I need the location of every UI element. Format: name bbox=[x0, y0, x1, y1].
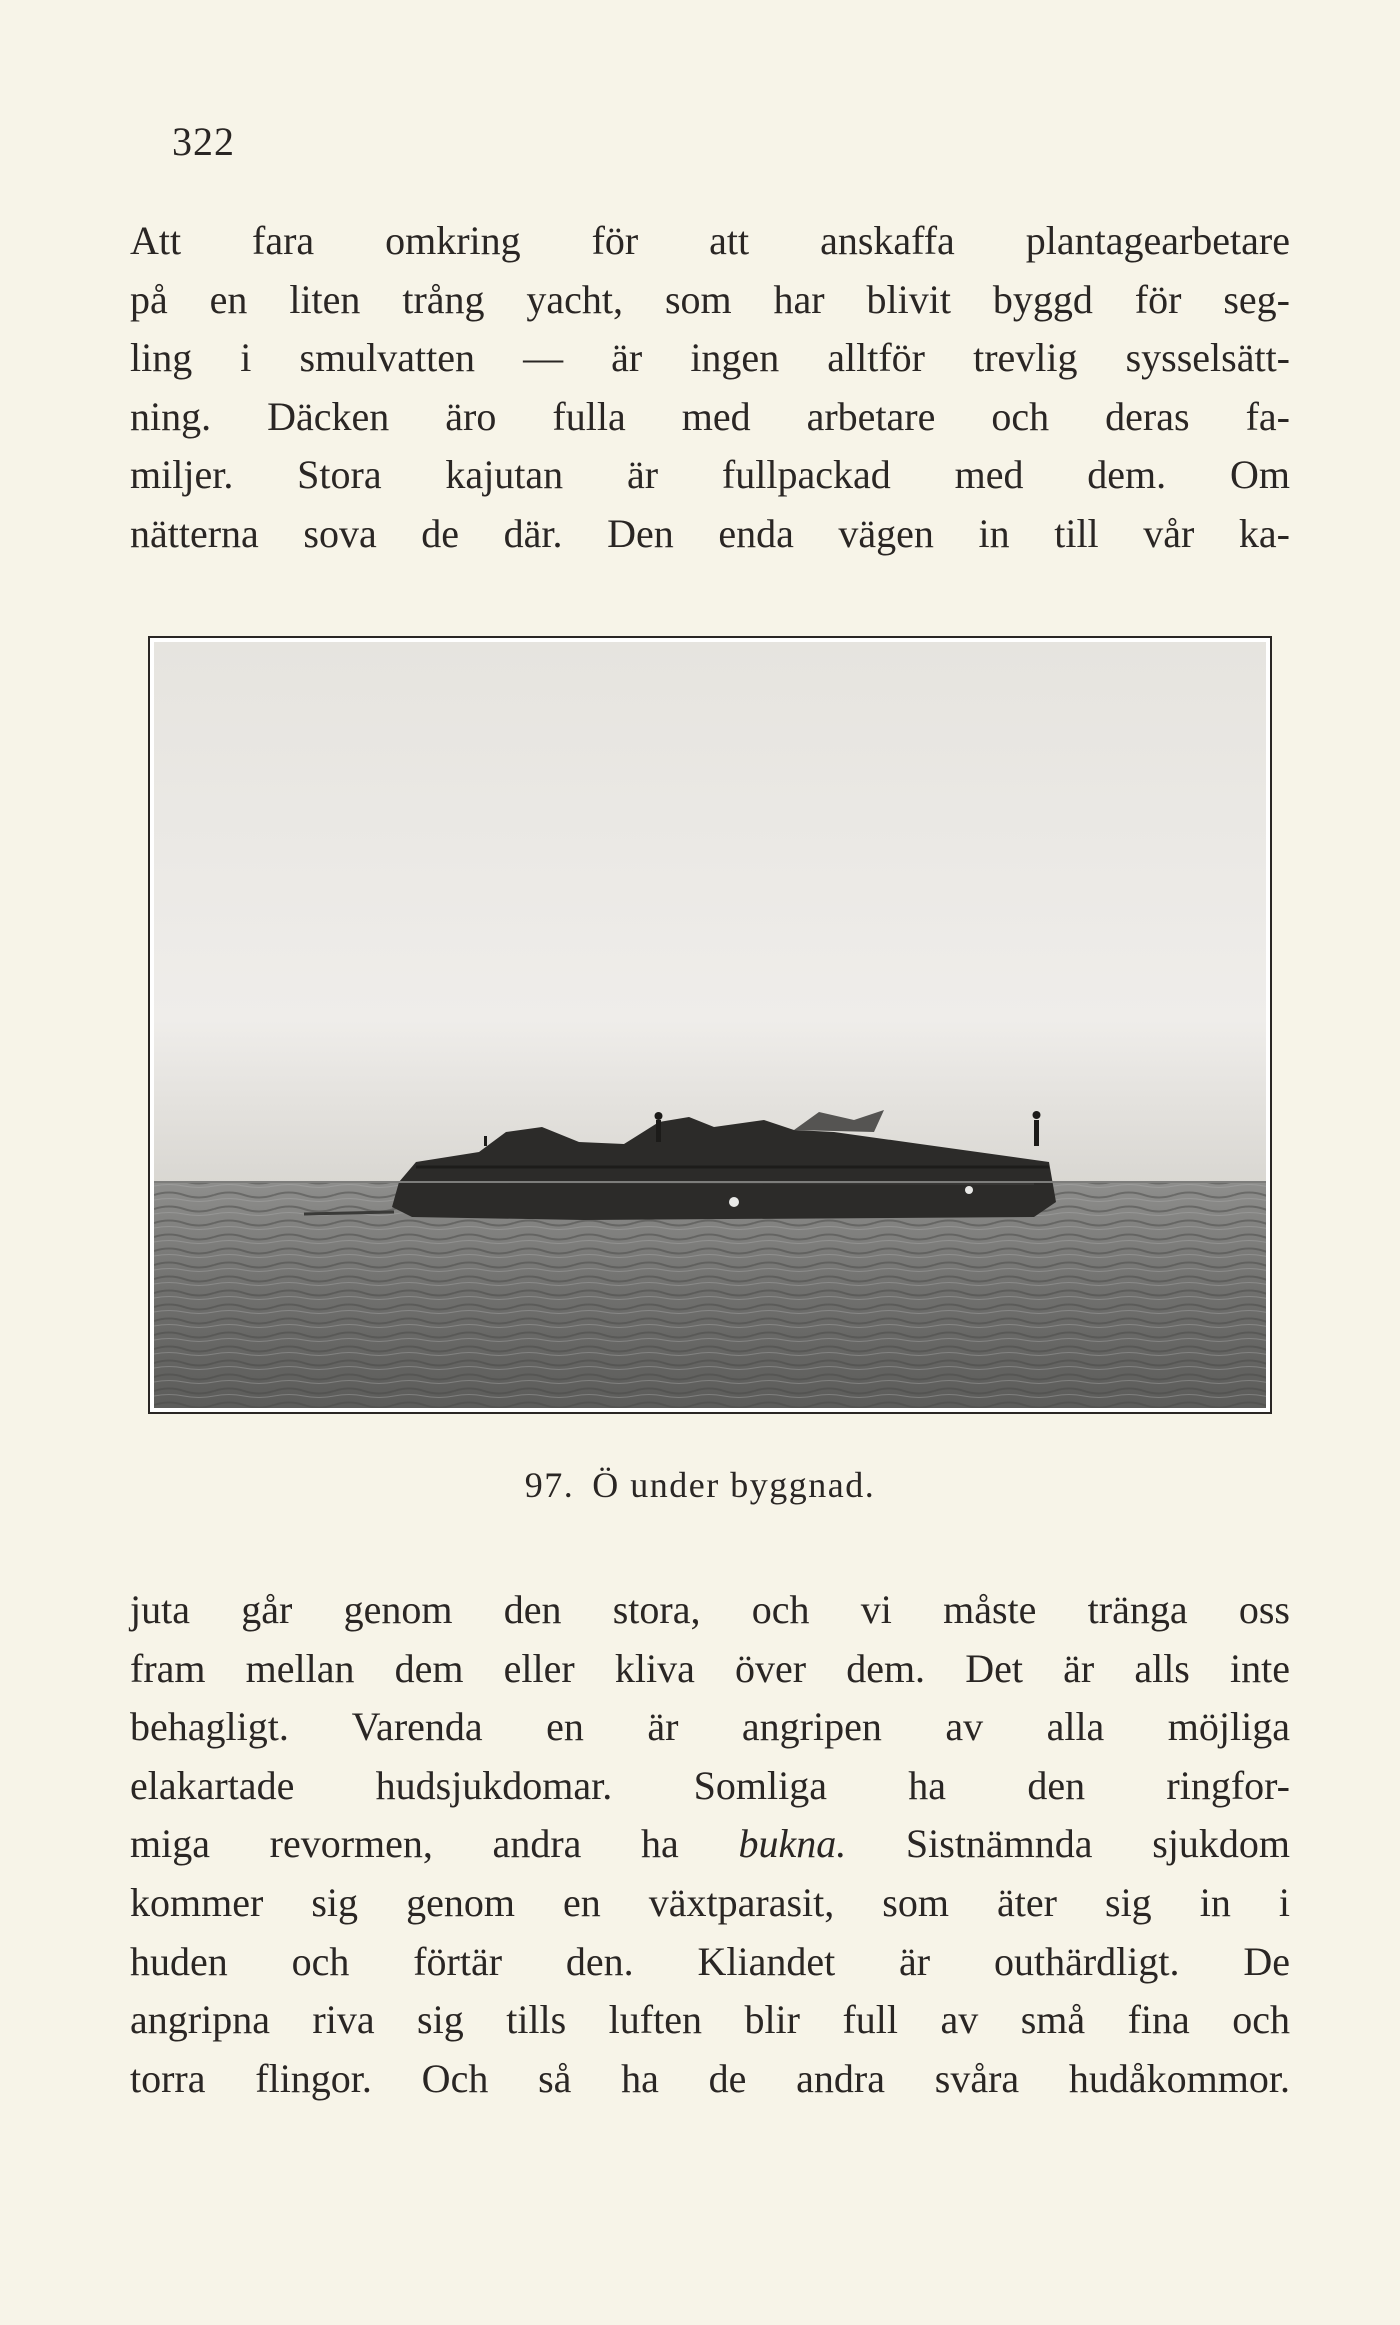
text-line: fram mellan dem eller kliva över dem. Det är alls inte bbox=[130, 1645, 1290, 1691]
text-line: Att fara omkring för att anskaffa plantagearbetare bbox=[130, 218, 1290, 263]
text-segment: Sistnämnda sjukdom bbox=[846, 1821, 1291, 1867]
text-line: huden och förtär den. Kliandet är outhärdligt. De bbox=[130, 1938, 1290, 1984]
figure-number: 97. bbox=[524, 1465, 575, 1505]
page-number: 322 bbox=[172, 119, 235, 164]
figure-caption bbox=[0, 1464, 1400, 1506]
text-line: ling i smulvatten — är ingen alltför trevlig sysselsätt- bbox=[130, 335, 1290, 381]
text-line: angripna riva sig tills luften blir full av små fina och bbox=[130, 1997, 1290, 2043]
text-line: nätterna sova de där. Den enda vägen in till vår ka- bbox=[130, 510, 1290, 556]
figure-caption-text: Ö under byggnad. bbox=[592, 1465, 876, 1505]
text-line bbox=[130, 1815, 1290, 1874]
paragraph-bottom bbox=[130, 1581, 1290, 2108]
island-photo bbox=[154, 642, 1266, 1408]
text-line: miljer. Stora kajutan är fullpackad med dem. Om bbox=[130, 452, 1290, 498]
figure-photo-island bbox=[148, 636, 1272, 1414]
text-line: juta går genom den stora, och vi måste tränga oss bbox=[130, 1587, 1290, 1632]
text-line: torra flingor. Och så ha de andra svåra hudåkommor. bbox=[130, 2055, 1290, 2101]
italic-term: bukna. bbox=[738, 1821, 847, 1867]
text-line: kommer sig genom en växtparasit, som äter sig in i bbox=[130, 1879, 1290, 1925]
paragraph-top bbox=[130, 212, 1290, 564]
text-line: elakartade hudsjukdomar. Somliga ha den ringfor- bbox=[130, 1762, 1290, 1808]
text-line: på en liten trång yacht, som har blivit byggd för seg- bbox=[130, 276, 1290, 322]
text-line: ning. Däcken äro fulla med arbetare och deras fa- bbox=[130, 393, 1290, 439]
sky bbox=[154, 642, 1266, 1182]
text-line: behagligt. Varenda en är angripen av alla möjliga bbox=[130, 1704, 1290, 1750]
text-segment: miga revormen, andra ha bbox=[130, 1821, 739, 1867]
